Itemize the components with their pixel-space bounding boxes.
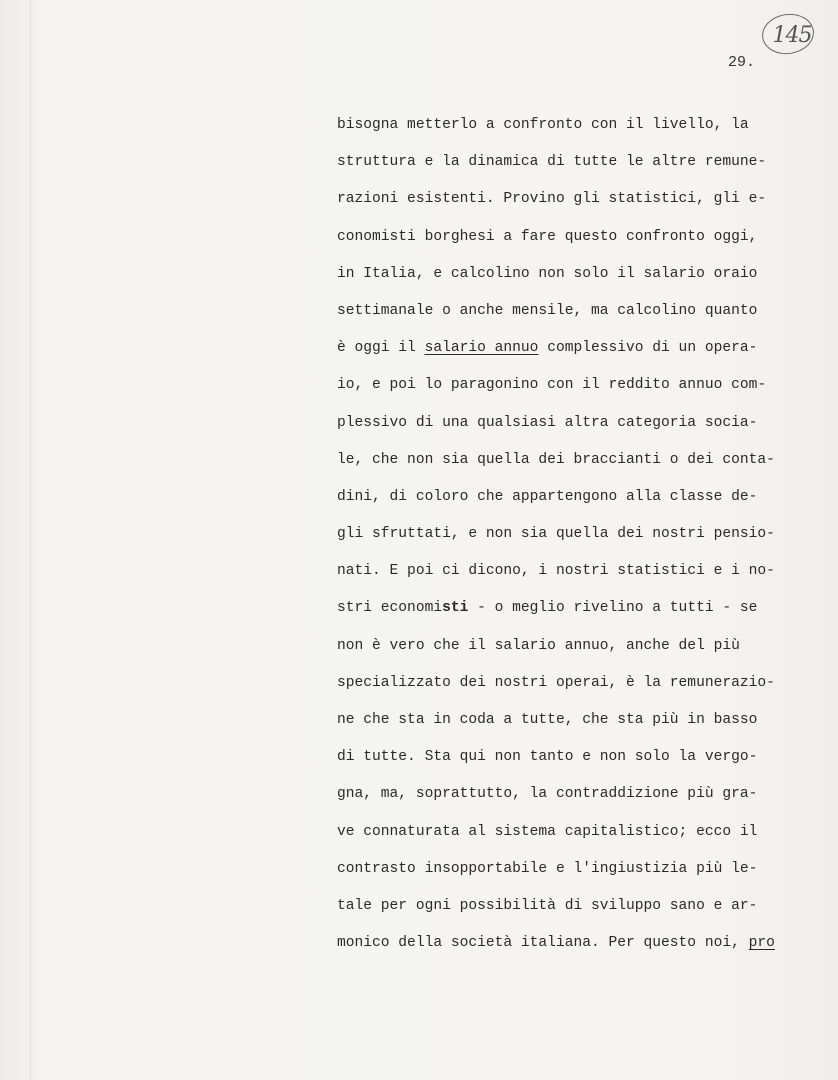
text-line: tale per ogni possibilità di sviluppo sano e ar- [337,897,758,914]
text-line: gli sfruttati, e non sia quella dei nostri pensio- [337,526,775,543]
text-line: di tutte. Sta qui non tanto e non solo la vergo- [337,749,758,766]
text-line: struttura e la dinamica di tutte le altre remune- [337,154,767,171]
text-line: razioni esistenti. Provino gli statistici, gli e- [337,191,767,208]
text-line: bisogna metterlo a confronto con il livello, la [337,117,749,133]
text-line: stri economisti - o meglio rivelino a tutti - se [337,600,758,617]
text-line: non è vero che il salario annuo, anche del più [337,637,740,654]
text-line: le, che non sia quella dei braccianti o dei conta- [337,451,775,468]
body-text [337,112,827,967]
text-line: settimanale o anche mensile, ma calcolino quanto [337,302,758,319]
text-line: conomisti borghesi a fare questo confronto oggi, [337,228,758,245]
text-line: contrasto insopportabile e l'ingiustizia più le- [337,860,758,877]
text-line: nati. E poi ci dicono, i nostri statistici e i no- [337,563,775,580]
text-line: dini, di coloro che appartengono alla classe de- [337,488,758,505]
text-line: è oggi il salario annuo complessivo di un opera- [337,340,758,357]
text-line: monico della società italiana. Per questo noi, pro [337,935,775,952]
text-line: io, e poi lo paragonino con il reddito annuo com- [337,377,767,394]
text-line: ne che sta in coda a tutte, che sta più in basso [337,712,758,728]
overstruck-text: sti [442,600,469,617]
underlined-phrase: salario annuo [424,340,539,357]
text-line: ve connaturata al sistema capitalistico; ecco il [337,823,758,840]
text-line: specializzato dei nostri operai, è la remunerazio- [337,674,775,691]
page-number: 29. [728,54,756,71]
page-edge-line [30,0,31,1080]
underlined-hyphenation: pro [748,935,775,952]
text-line: gna, ma, soprattutto, la contraddizione più gra- [337,786,758,803]
text-line: in Italia, e calcolino non solo il salario oraio [337,265,758,282]
text-line: plessivo di una qualsiasi altra categoria socia- [337,414,758,431]
archive-number: 145 [772,23,812,48]
